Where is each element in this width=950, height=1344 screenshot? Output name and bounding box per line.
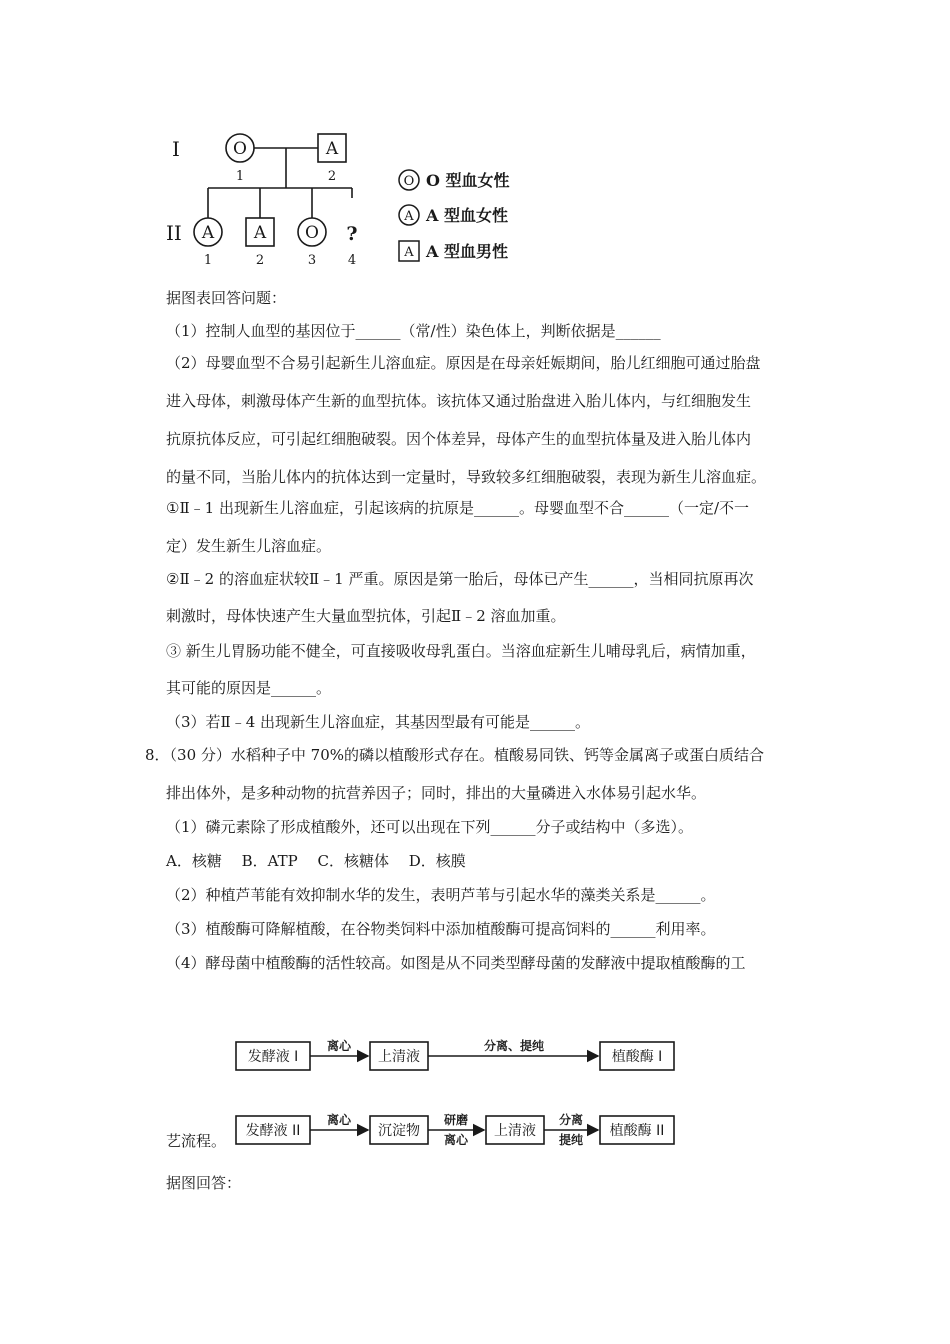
pedigree-chart	[160, 120, 540, 270]
text-line: 定）发生新生儿溶血症。	[166, 537, 332, 555]
text-line: 进入母体，刺激母体产生新的血型抗体。该抗体又通过胎盘进入胎儿体内，与红细胞发生	[166, 392, 752, 410]
flow-row2-centrifuge2-label: 离心	[443, 1133, 469, 1147]
I-1-number: 1	[235, 169, 245, 184]
I-2-bloodtype: A	[325, 139, 339, 159]
flow-row2-centrifuge-label: 离心	[326, 1113, 352, 1127]
text-line: 据图表回答问题：	[166, 289, 287, 307]
flow-row1-fermentation-box: 发酵液 I	[247, 1049, 299, 1065]
text-line: 艺流程。	[166, 1132, 227, 1150]
legend-symbol-a-female: A	[404, 209, 414, 224]
process-flow-diagram	[228, 1030, 688, 1155]
text-line: ③ 新生儿胃肠功能不健全，可直接吸收母乳蛋白。当溶血症新生儿哺母乳后，病情加重，	[166, 642, 756, 660]
generation-II-label: II	[166, 221, 182, 245]
II-1-bloodtype: A	[201, 223, 215, 243]
text-line: 抗原抗体反应，可引起红细胞破裂。因个体差异，母体产生的血型抗体量及进入胎儿体内	[166, 430, 752, 448]
legend-symbol-a-male: A	[404, 245, 414, 260]
text-line: （3）若Ⅱ﹣4 出现新生儿溶血症，其基因型最有可能是______。	[166, 713, 591, 731]
flow-row1-supernatant-box: 上清液	[378, 1049, 420, 1065]
text-line: 据图回答：	[166, 1174, 242, 1192]
text-line: （3）植酸酶可降解植酸，在谷物类饲料中添加植酸酶可提高饲料的______利用率。	[166, 920, 716, 938]
legend-symbol-o: O	[403, 174, 415, 189]
text-line: （1）磷元素除了形成植酸外，还可以出现在下列______分子或结构中（多选）。	[166, 818, 694, 836]
flow-row2-phytase-box: 植酸酶 II	[609, 1123, 665, 1139]
text-line: 其可能的原因是______。	[166, 679, 332, 697]
II-4-unknown: ?	[346, 223, 358, 245]
text-line: 刺激时，母体快速产生大量血型抗体，引起Ⅱ﹣2 溶血加重。	[166, 607, 566, 625]
II-3-bloodtype: O	[305, 223, 319, 243]
II-2-number: 2	[255, 253, 265, 268]
flow-row1-purify-label: 分离、提纯	[483, 1039, 545, 1053]
flow-row2-fermentation-box: 发酵液 II	[245, 1123, 301, 1139]
legend	[399, 170, 510, 261]
text-line: （2）种植芦苇能有效抑制水华的发生，表明芦苇与引起水华的藻类关系是______。	[166, 886, 716, 904]
II-1-number: 1	[203, 253, 213, 268]
flow-row2-supernatant-box: 上清液	[494, 1123, 536, 1139]
I-1-bloodtype: O	[233, 139, 247, 159]
text-line: 的量不同，当胎儿体内的抗体达到一定量时，导致较多红细胞破裂，表现为新生儿溶血症。	[166, 468, 767, 486]
flow-row2-purify-label: 提纯	[558, 1133, 584, 1147]
text-line: 排出体外，是多种动物的抗营养因子；同时，排出的大量磷进入水体易引起水华。	[166, 784, 707, 802]
II-4-number: 4	[347, 253, 357, 268]
text-line: 8．（30 分）水稻种子中 70%的磷以植酸形式存在。植酸易同铁、钙等金属离子或蛋白质结合	[145, 746, 765, 764]
legend-text-a-female: A 型血女性	[426, 206, 508, 225]
text-line: A．核糖 B．ATP C．核糖体 D．核膜	[166, 852, 466, 870]
flow-row2-separate-label: 分离	[558, 1113, 584, 1127]
legend-text-o-female: O 型血女性	[426, 171, 510, 190]
flow-row2-grind-label: 研磨	[443, 1113, 469, 1127]
flow-row2-sediment-box: 沉淀物	[378, 1123, 420, 1139]
generation-I-label: I	[172, 137, 180, 161]
text-line: （2）母婴血型不合易引起新生儿溶血症。原因是在母亲妊娠期间，胎儿红细胞可通过胎盘	[166, 354, 761, 372]
text-line: （1）控制人血型的基因位于______（常/性）染色体上，判断依据是______	[166, 322, 661, 340]
II-2-bloodtype: A	[253, 223, 267, 243]
I-2-number: 2	[327, 169, 337, 184]
flow-row1-phytase-box: 植酸酶 I	[611, 1049, 663, 1065]
text-line: ①Ⅱ﹣1 出现新生儿溶血症，引起该病的抗原是______。母婴血型不合______（一定/不一	[166, 499, 750, 517]
legend-text-a-male: A 型血男性	[426, 242, 508, 261]
II-3-number: 3	[307, 253, 317, 268]
flow-row1-centrifuge-label: 离心	[326, 1039, 352, 1053]
text-line: （4）酵母菌中植酸酶的活性较高。如图是从不同类型酵母菌的发酵液中提取植酸酶的工	[166, 954, 746, 972]
text-line: ②Ⅱ﹣2 的溶血症状较Ⅱ﹣1 严重。原因是第一胎后，母体已产生______，当相同抗原再次	[166, 570, 754, 588]
